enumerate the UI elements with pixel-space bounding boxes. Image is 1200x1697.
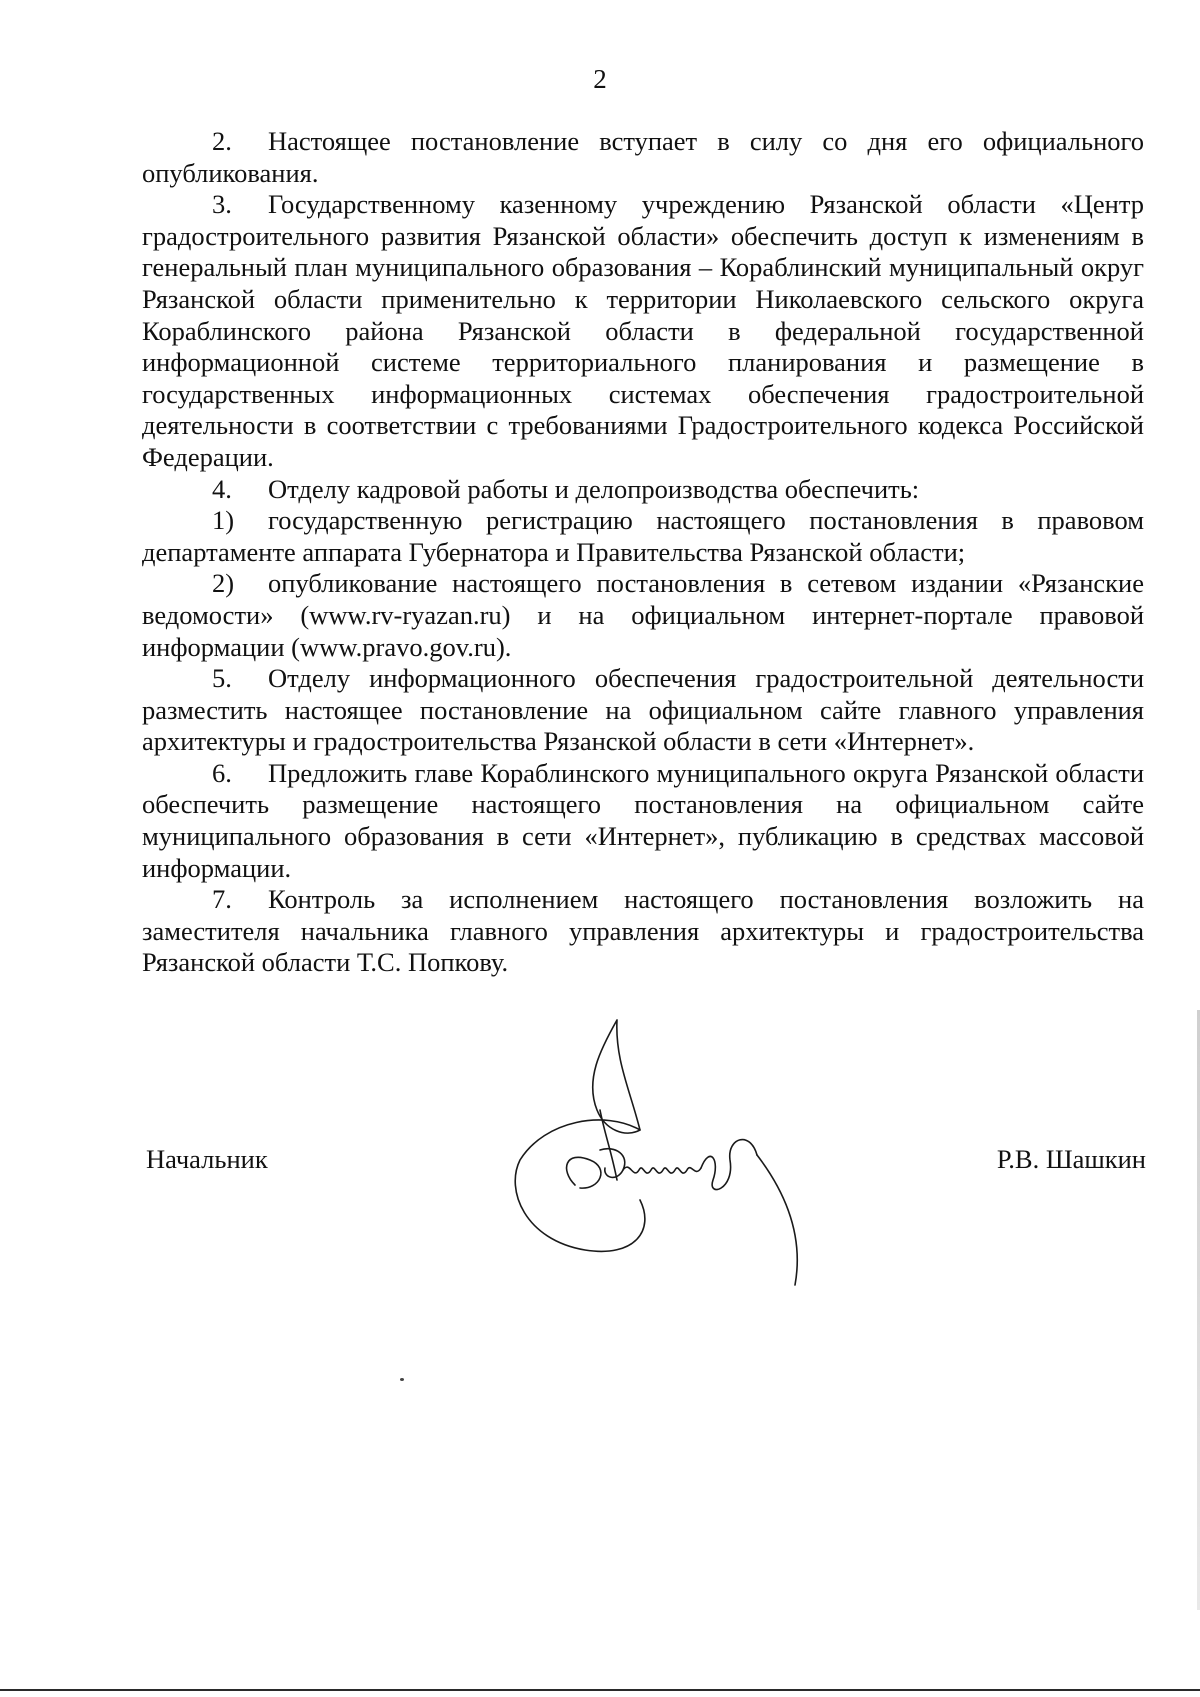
document-body (142, 126, 1144, 979)
item-number: 1) (212, 505, 235, 536)
paragraph-4-1 (142, 505, 1144, 568)
page-number: 2 (593, 64, 607, 94)
paragraph-text: государственную регистрацию настоящего постановления в правовом департаменте аппарата Губернатора и Правительства Рязанской области; (142, 505, 1144, 567)
item-number: 6. (212, 757, 232, 788)
paragraph-text: Отделу информационного обеспечения градостроительной деятельности разместить настоящее постановление на официальном сайте главного управления архитектуры и градостроительства Рязанской области в сети «Интернет». (142, 663, 1144, 757)
paragraph-4-2 (142, 568, 1144, 663)
item-number: 2) (212, 568, 235, 599)
item-number: 7. (212, 884, 232, 915)
paragraph-6 (142, 758, 1144, 884)
item-number: 3. (212, 189, 232, 220)
signatory-position: Начальник (146, 1144, 268, 1174)
signatory-name: Р.В. Шашкин (996, 1144, 1146, 1174)
paragraph-text: Государственному казенному учреждению Рязанской области «Центр градостроительного развития Рязанской области» обеспечить доступ к изменениям в генеральный план муниципального образования – Кораблинский муниципальный округ Рязанской области применительно к территории Николаевского сельского округа Кораблинского района Рязанской области в федеральной государственной информационной системе территориального планирования и размещение в государственных информационных системах обеспечения градостроительной деятельности в соответствии с требованиями Градостроительного кодекса Российской Федерации. (142, 189, 1144, 472)
paragraph-text: Контроль за исполнением настоящего постановления возложить на заместителя начальника главного управления архитектуры и градостроительства Рязанской области Т.С. Попкову. (142, 884, 1144, 978)
paragraph-2 (142, 126, 1144, 189)
item-number: 2. (212, 126, 232, 156)
paragraph-5 (142, 663, 1144, 758)
paragraph-text: Предложить главе Кораблинского муниципального округа Рязанской области обеспечить размещение настоящего постановления на официальном сайте муниципального образования в сети «Интернет», публикацию в средствах массовой информации. (142, 757, 1144, 883)
scan-bottom-edge (0, 1689, 1200, 1691)
handwritten-signature (505, 1010, 865, 1300)
paragraph-text: Настоящее постановление вступает в силу со дня его официального опубликования. (142, 126, 1144, 188)
item-number: 4. (212, 473, 232, 504)
scan-speck (400, 1378, 404, 1381)
paragraph-text: Отделу кадровой работы и делопроизводства обеспечить: (268, 473, 920, 504)
item-number: 5. (212, 663, 232, 694)
paragraph-4 (142, 474, 1144, 506)
paragraph-3 (142, 189, 1144, 473)
paragraph-text: опубликование настоящего постановления в сетевом издании «Рязанские ведомости» (www.rv-ryazan.ru) и на официальном интернет-портале правовой информации (www.pravo.gov.ru). (142, 568, 1144, 662)
paragraph-7 (142, 884, 1144, 979)
